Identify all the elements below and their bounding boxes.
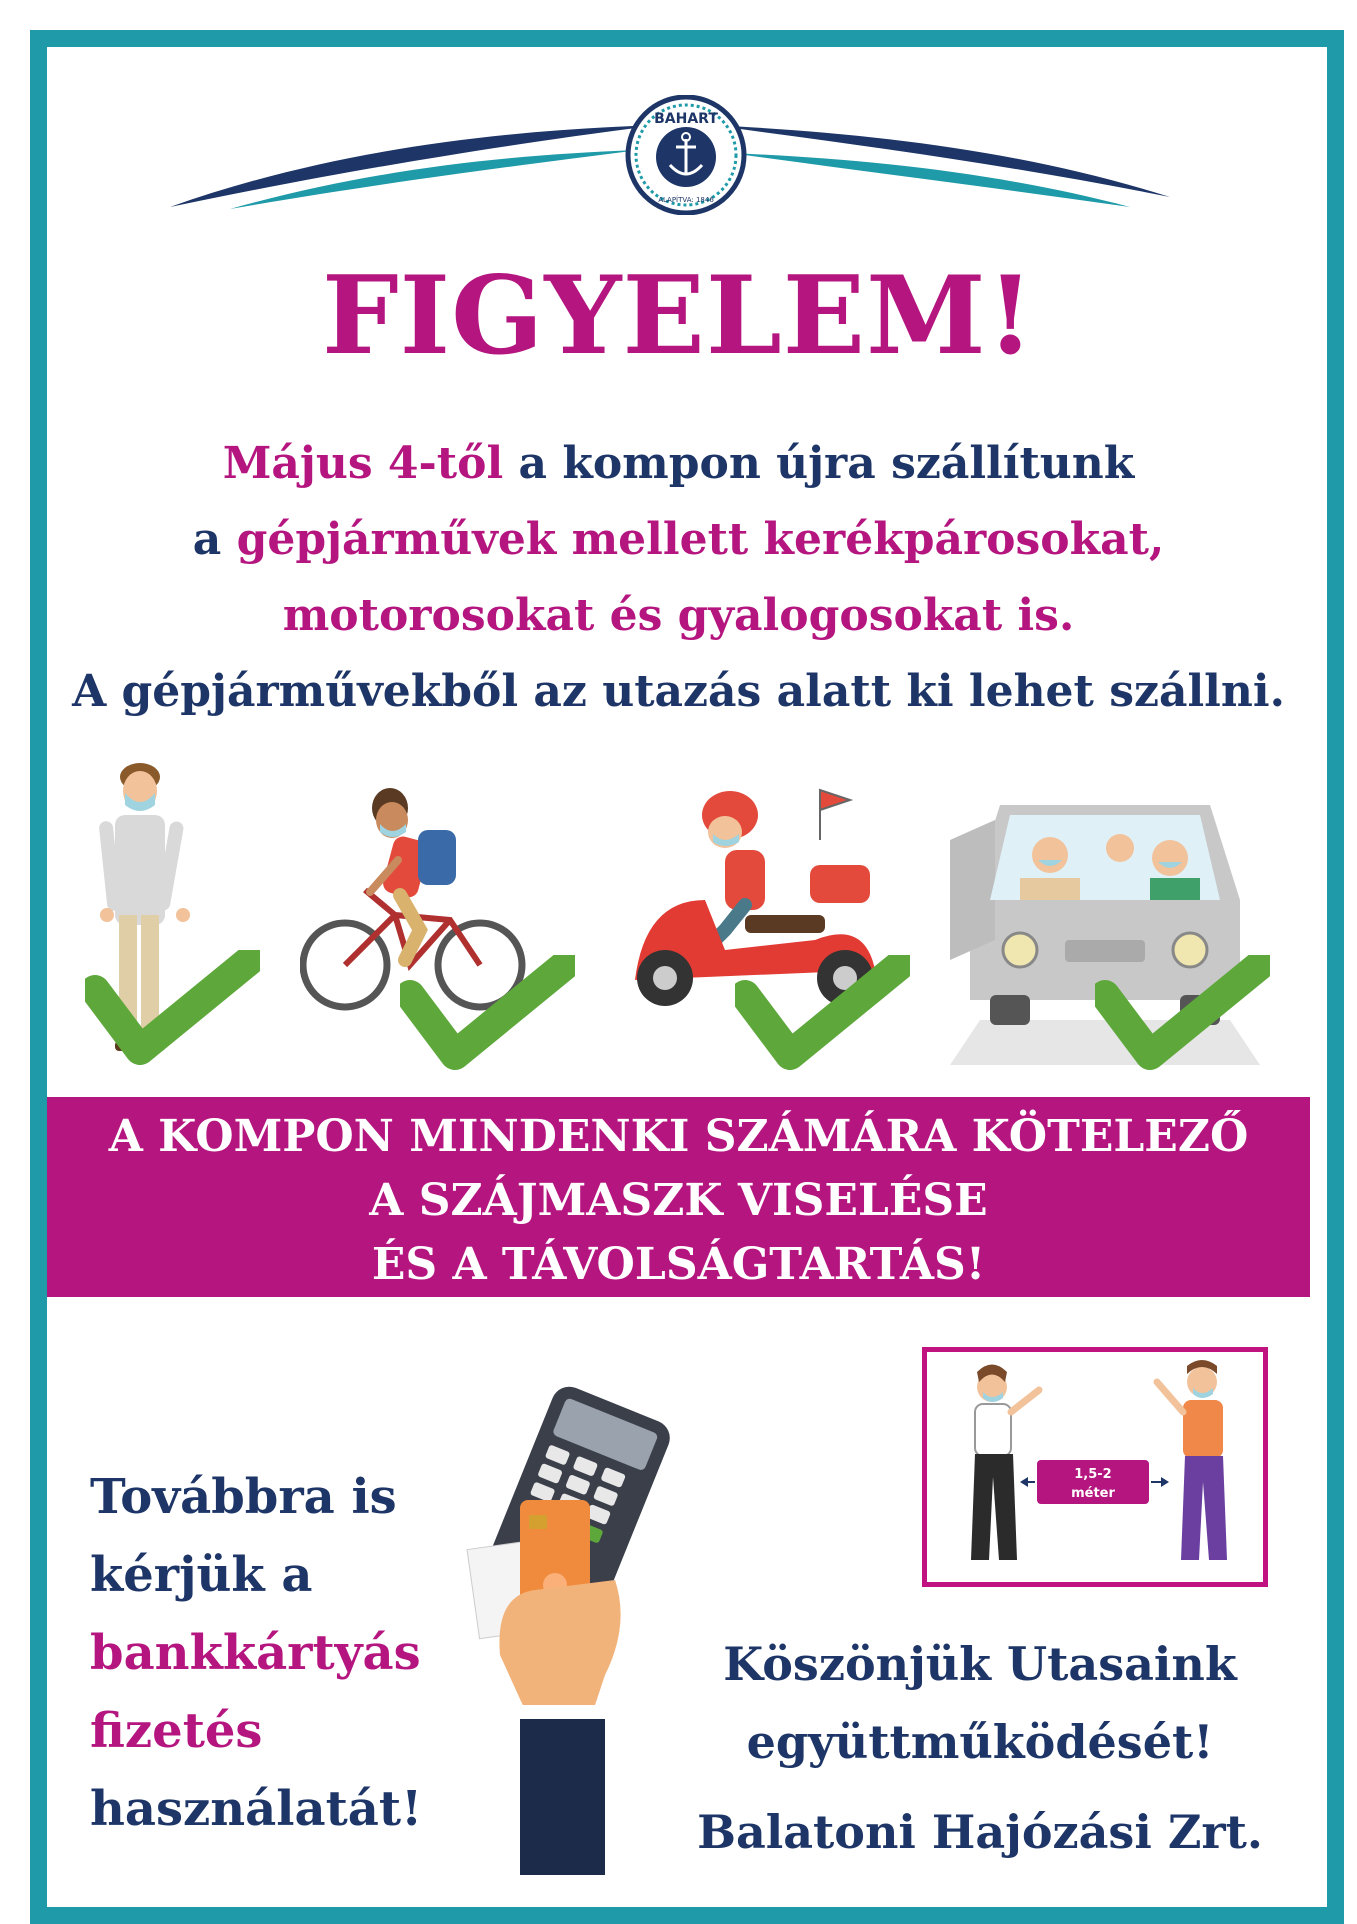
intro-line-3: motorosokat és gyalogosokat is.	[282, 590, 1075, 641]
check-icon	[400, 955, 575, 1070]
intro-text	[0, 426, 1357, 730]
mask-notice-banner	[47, 1097, 1310, 1297]
card-line-1: Továbbra is	[90, 1469, 397, 1525]
thanks-line-1: Köszönjük Utasaink	[723, 1637, 1237, 1691]
page-title: FIGYELEM!	[321, 253, 1036, 379]
card-terminal-icon	[455, 1375, 685, 1875]
banner-line-1: A KOMPON MINDENKI SZÁMÁRA KÖTELEZŐ	[108, 1111, 1249, 1162]
card-line-2: kérjük a	[90, 1547, 313, 1603]
intro-line-1-rest: a kompon újra szállítunk	[503, 438, 1135, 489]
intro-line-2-start: a	[192, 514, 237, 565]
check-icon	[1095, 955, 1270, 1070]
logo-name: BAHART	[654, 111, 718, 127]
intro-line-2	[0, 502, 1357, 578]
intro-line-1	[0, 426, 1357, 502]
logo-founded: ALAPÍTVA: 1846	[658, 196, 714, 204]
card-payment-notice	[90, 1458, 422, 1848]
check-icon	[85, 950, 260, 1065]
banner-line-2: A SZÁJMASZK VISELÉSE	[369, 1175, 988, 1226]
check-icon	[735, 955, 910, 1070]
thanks-line-2: együttműködését!	[746, 1715, 1214, 1769]
banner-line-3: ÉS A TÁVOLSÁGTARTÁS!	[371, 1239, 986, 1290]
card-line-3: bankkártyás	[90, 1625, 421, 1681]
thanks-message	[680, 1625, 1280, 1781]
intro-date: Május 4-től	[222, 438, 504, 489]
distance-illustration	[922, 1347, 1268, 1587]
card-line-4: fizetés	[90, 1703, 263, 1759]
intro-line-2-rest: gépjárművek mellett kerékpárosokat,	[236, 514, 1165, 565]
bahart-logo	[170, 95, 1170, 215]
distance-unit: méter	[1071, 1486, 1115, 1501]
card-line-5: használatát!	[90, 1781, 423, 1837]
distance-figures	[927, 1352, 1263, 1582]
intro-line-4: A gépjárművekből az utazás alatt ki lehet szállni.	[72, 666, 1285, 717]
distance-value: 1,5-2	[1074, 1467, 1112, 1482]
company-name: Balatoni Hajózási Zrt.	[697, 1805, 1263, 1859]
